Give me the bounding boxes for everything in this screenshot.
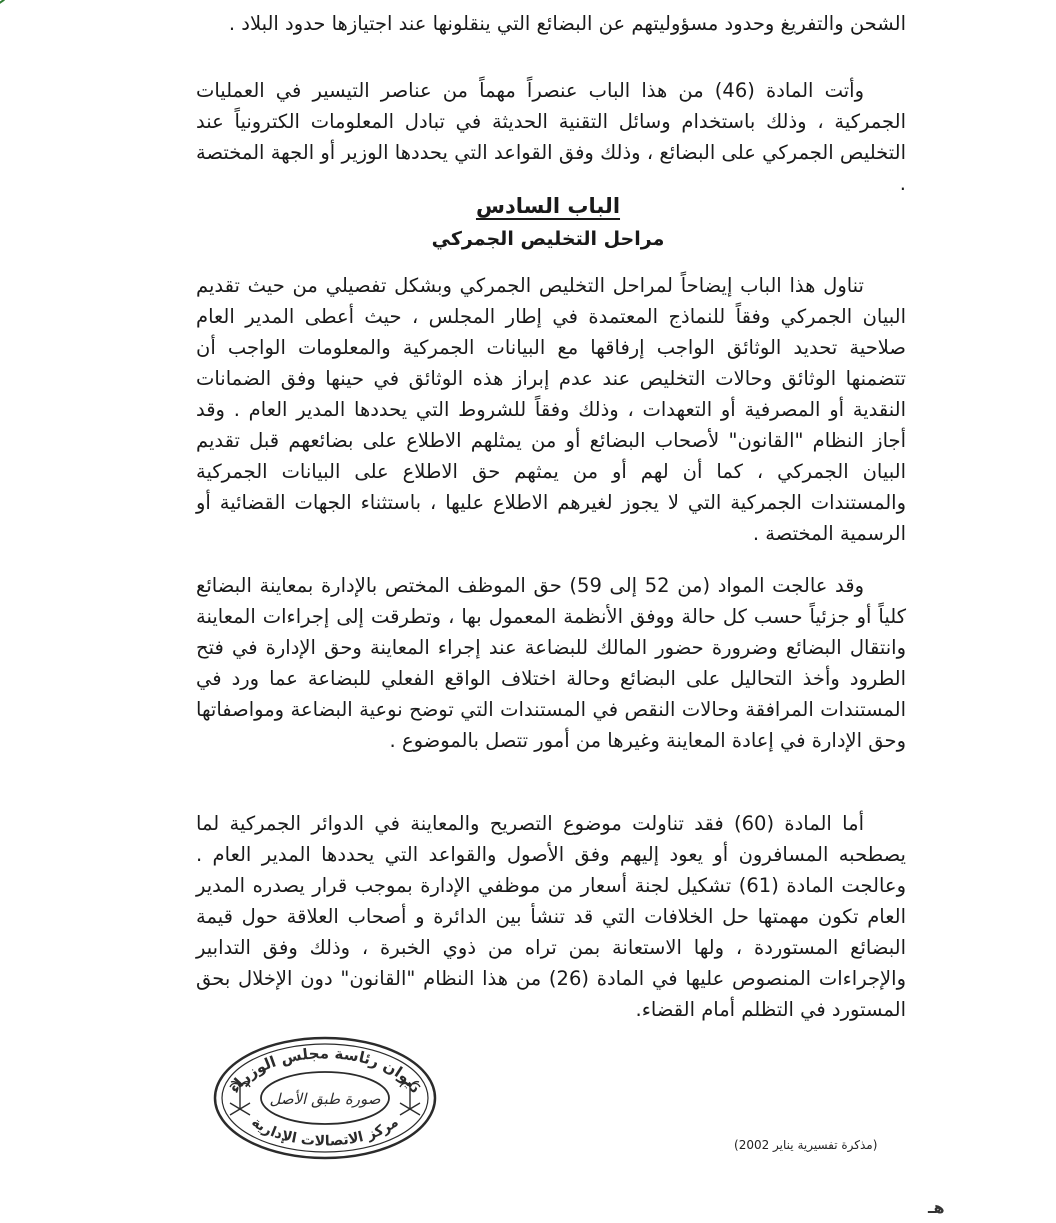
chapter-subtitle: مراحل التخليص الجمركي xyxy=(431,228,665,250)
paragraph-2 xyxy=(196,75,906,199)
paragraph-3-text: تناول هذا الباب إيضاحاً لمراحل التخليص الجمركي وبشكل تفصيلي من حيث تقديم البيان الجمركي وفقاً للنماذج المعتمدة في إطار المجلس ، حيث أعطى المدير العام صلاحية تحديد الوثائق الواجب إرفاقها مع البيانات الجمركية والمعلومات الواجب أن تتضمنها الوثائق وحالات التخليص عند عدم إبراز هذه الوثائق في حينها وفق الضمانات النقدية أو المصرفية أو التعهدات ، وذلك وفقاً للشروط التي يحددها المدير العام . وقد أجاز النظام "القانون" لأصحاب البضائع أو من يمثلهم الاطلاع على بضائعهم قبل تقديم البيان الجمركي ، كما أن لهم أو من يمثهم حق الاطلاع على البيانات الجمركية والمستندات الجمركية التي لا يجوز لغيرهم الاطلاع عليها ، باستثناء الجهات القضائية أو الرسمية المختصة . xyxy=(196,274,906,545)
seal-outer-text: ديوان رئاسة مجلس الوزراء xyxy=(225,1044,425,1097)
paragraph-4-text: وقد عالجت المواد (من 52 إلى 59) حق الموظف المختص بالإدارة بمعاينة البضائع كلياً أو جزئياً حسب كل حالة ووفق الأنظمة المعمول بها ، وتطرقت إلى إجراءات المعاينة وانتقال البضائع وضرورة حضور المالك للبضاعة عند إجراء المعاينة وحق الإدارة في فتح الطرود وأخذ التحاليل على البضائع وحالة اختلاف الواقع الفعلي للبضاعة عما ورد في المستندات المرافقة وحالات النقص في المستندات التي توضح نوعية البضاعة ومواصفاتها وحق الإدارة في إعادة المعاينة وغيرها من أمور تتصل بالموضوع . xyxy=(196,574,906,752)
official-seal xyxy=(212,1035,438,1161)
paragraph-5 xyxy=(196,808,906,1025)
seal-bottom-text: مركز الاتصالات الإدارية xyxy=(248,1114,402,1150)
corner-mark: هـ xyxy=(928,1198,945,1217)
seal-inner-text: صورة طبق الأصل xyxy=(269,1090,381,1108)
paragraph-5-text: أما المادة (60) فقد تناولت موضوع التصريح والمعاينة في الدوائر الجمركية لما يصطحبه المسافرون أو يعود إليهم وفق الأصول والقواعد التي يحددها المدير العام . وعالجت المادة (61) تشكيل لجنة أسعار من موظفي الإدارة بموجب قرار يصدره المدير العام تكون مهمتها حل الخلافات التي قد تنشأ بين الدائرة و أصحاب العلاقة حول قيمة البضائع المستوردة ، ولها الاستعانة بمن تراه من ذوي الخبرة ، وذلك وفق التدابير والإجراءات المنصوص عليها في المادة (26) من هذا النظام "القانون" دون الإخلال بحق المستورد في التظلم أمام القضاء. xyxy=(196,812,906,1021)
footnote: (مذكرة تفسيرية يناير 2002) xyxy=(734,1138,878,1152)
paragraph-4 xyxy=(196,570,906,756)
chapter-title: الباب السادس xyxy=(475,194,621,218)
paragraph-3 xyxy=(196,270,906,549)
corner-tick-mark xyxy=(0,0,7,7)
paragraph-2-text: وأتت المادة (46) من هذا الباب عنصراً مهماً من عناصر التيسير في العمليات الجمركية ، وذلك باستخدام وسائل التقنية الحديثة في تبادل المعلومات الكترونياً عند التخليص الجمركي على البضائع ، وذلك وفق القواعد التي يحددها الوزير أو الجهة المختصة . xyxy=(196,79,906,195)
paragraph-1: الشحن والتفريغ وحدود مسؤوليتهم عن البضائع التي ينقلونها عند اجتيازها حدود البلاد . xyxy=(228,12,906,35)
seal-graphic xyxy=(212,1035,438,1161)
